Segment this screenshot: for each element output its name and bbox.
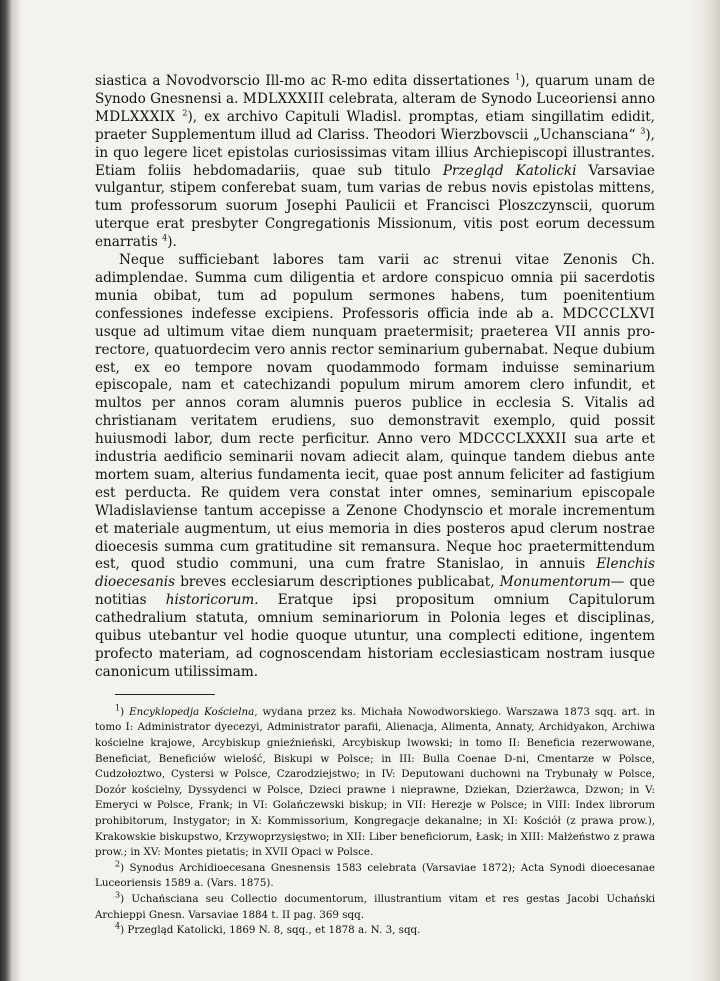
footnote-mark: 3 [115, 890, 121, 900]
text-run: Eratque ipsi propositum omnium Capitulorum cathedralium statuta, omnium seminariorum in Polonia leges et disciplinas, quibus utebantur vel hodie quoque utuntur, una complecti editione, ingentem profecto materiam, ad cognoscendam historiam ecclesiasticam nostram iusque canonicum utilissimam. [95, 592, 655, 680]
text-run: ), quarum unam de Synodo Gnesnensi a. [95, 73, 655, 107]
footnote-ref: 2 [182, 108, 188, 118]
text-run: ), in quo legere licet epistolas curiosissimas vitam illius Archiepiscopi illustrantes. Etiam foliis hebdomadariis, quae sub titulo [95, 126, 655, 179]
text-run: siastica a Novodvorscio Ill-mo ac R-mo edita dissertationes [95, 73, 516, 89]
italic-title: Encyklopedja Kościelna, [129, 705, 258, 718]
text-run: sua arte et industria aedificio seminarii novam adiecit alam, quinque tandem diebus ante mortem suam, alterius fundamenta iecit, quae post annum feliciter ad fastigium est perducta. Re quidem vera constat inter omnes, seminarium episcopale Wladislaviense tantum accepisse a Zenone Chodynscio et morale incrementum et materiale augmentum, ut eius memoria in dies posteros apud clerum nostrae dioecesis summa cum gratitudine sit remansura. Neque hoc praetermittendum est, quod studio communi, una cum fratre Stanislao, in annuis [95, 431, 655, 573]
roman-numeral: MDCCCLXXXII [458, 431, 567, 448]
paragraph-1 [95, 73, 655, 252]
italic-title: historicorum. [165, 592, 259, 609]
text-run: Neque sufficiebant labores tam varii ac strenui vitae Zenonis Ch. adimplendae. Summa cum diligentia et ardore conspicuo omnia pii sacerdotis munia obibat, tum ad populum sermones habens, tum poenitentium confessiones indefesse excipiens. Professoris officia inde ab a. [95, 252, 655, 322]
roman-numeral: VII [554, 323, 577, 340]
text-run: celebrata, alteram de Synodo Luceoriensi anno [324, 90, 655, 107]
text-run: ). [167, 234, 177, 251]
italic-title: Przegląd Katolicki [442, 162, 577, 179]
footnote-2: $^2$) Synodus Archidioecesana Gnesnensis 1583 celebrata (Varsaviae 1872); Acta Synodi dioecesanae Luceoriensis 1589 a. (Vars. 1875). [95, 859, 655, 890]
italic-title: Monumentorum [499, 574, 611, 591]
footnotes [95, 705, 655, 939]
text-run: ), ex archivo Capituli Wladisl. promptas, etiam singillatim edidit, praeter Supplementum illud ad Clariss. Theodori Wierzbovscii „Uchansciana“ [95, 108, 655, 143]
footnote-ref: 3 [640, 126, 646, 136]
text-run: breves ecclesiarum descriptiones publicabat, [175, 574, 500, 591]
footnote-text: Synodus Archidioecesana Gnesnensis 1583 celebrata (Varsaviae 1872); Acta Synodi dioecesanae Luceoriensis 1589 a. (Vars. 1875). [95, 861, 655, 890]
footnote-ref: 4 [162, 233, 168, 243]
text-run: Varsaviae vulgantur, stipem conferebat suam, tum varias de rebus novis epistolas mittens, tum professorum suorum Josephi Paulicii et Francisci Ploszczynscii, quorum uterque erat presbyter Congregationis Missionum, vitis post eorum decessum enarratis [95, 162, 655, 251]
text-run: — que notitias [95, 574, 655, 609]
paragraph-2 [95, 252, 655, 682]
footnote-mark: 2 [115, 859, 121, 869]
footnote-1: $^1$) Encyklopedja Kościelna, wydana przez ks. Michała Nowodworskiego. Warszawa 1873 sqq. art. in tomo I: Administrator dyecezyi, Administrator parafii, Alienacja, Alimenta, Annaty, Archidyakon, Archiwa kościelne krajowe, Arcybiskup gnieźnieński, Arcybiskup lwowski; in tomo II: Beneficia rezerwowane, Beneficiat, Beneficiów wielość, Biskupi w Polsce; in III: Bulla Coenae D-ni, Cmentarze w Polsce, Cudzołoztwo, Cystersi w Polsce, Czarodziejstwo; in IV: Deputowani duchowni na Trybunały w Polsce, Dozór kościelny, Dyssydenci w Polsce, Dzieci prawne i nieprawne, Dziekan, Dzierżawca, Dzwon; in V: Emeryci w Polsce, Frank; in VI: Golańczewski biskup; in VII: Herezje w Polsce; in VIII: Index librorum prohibitorum, Instygator; in X: Kommissorium, Kongregacje dekanalne; in XI: Kościół (z prawa prow.), Krakowskie biskupstwo, Krzywoprzysięstwo; in XII: Liber beneficiorum, Łask; in XIII: Małżeństwo z prawa prow.; in XV: Montes pietatis; in XVII Opaci w Polsce. [95, 703, 655, 859]
italic-title: Elenchis dioecesanis [95, 556, 655, 591]
footnote-ref: 1 [515, 72, 521, 82]
footnote-mark: 1 [115, 703, 121, 713]
footnote-text: Przegląd Katolicki, 1869 N. 8, sqq., et 1878 a. N. 3, sqq. [124, 924, 421, 937]
footnote-3: $^3$) Uchańsciana seu Collectio documentorum, illustrantium vitam et res gestas Jacobi Uchański Archieppi Gnesn. Varsaviae 1884 t. II pag. 369 sqq. [95, 890, 655, 921]
footnote-mark: 4 [115, 921, 121, 931]
roman-numeral: MDLXXXIII [242, 90, 325, 107]
roman-numeral: MDLXXXIX [95, 108, 176, 125]
footnote-text: Uchańsciana seu Collectio documentorum, illustrantium vitam et res gestas Jacobi Uchański Archieppi Gnesn. Varsaviae 1884 t. II pag. 369 sqq. [95, 892, 655, 921]
footnote-text: wydana przez ks. Michała Nowodworskiego. Warszawa 1873 sqq. art. in tomo I: Administrator dyecezyi, Administrator parafii, Alienacja, Alimenta, Annaty, Archidyakon, Archiwa kościelne krajowe, Arcybiskup gnieźnieński, Arcybiskup lwowski; in tomo II: Beneficia rezerwowane, Beneficiat, Beneficiów wielość, Biskupi w Polsce; in III: Bulla Coenae D-ni, Cmentarze w Polsce, Cudzołoztwo, Cystersi w Polsce, Czarodziejstwo; in IV: Deputowani duchowni na Trybunały w Polsce, Dozór kościelny, Dyssydenci w Polsce, Dzieci prawne i nieprawne, Dziekan, Dzierżawca, Dzwon; in V: Emeryci w Polsce, Frank; in VI: Golańczewski biskup; in VII: Herezje w Polsce; in VIII: Index librorum prohibitorum, Instygator; in X: Kommissorium, Kongregacje dekanalne; in XI: Kościół (z prawa prow.), Krakowskie biskupstwo, Krzywoprzysięstwo; in XII: Liber beneficiorum, Łask; in XIII: Małżeństwo z prawa prow.; in XV: Montes pietatis; in XVII Opaci w Polsce. [95, 705, 655, 859]
text-run: annis pro-rectore, quatuordecim vero annis rector seminarium gubernabat. Neque dubium est, ex eo tempore novam quodammodo formam induisse seminarium episcopale, nam et catechizandi populum mirum amorem clero infundit, et multos per annos coram alumnis pueros publice in ecclesia S. Vitalis ad christianam veritatem erudiens, suo demonstravit exemplo, quid possit huiusmodi labor, dum recte perficitur. Anno vero [95, 323, 656, 448]
page-content [95, 73, 655, 939]
footnote-4: $^4$) Przegląd Katolicki, 1869 N. 8, sqq., et 1878 a. N. 3, sqq. [115, 921, 421, 937]
footnote-divider [115, 694, 215, 695]
text-run: usque ad ultimum vitae diem nunquam praetermisit; praeterea [95, 323, 555, 340]
roman-numeral: MDCCCLXVI [562, 305, 655, 322]
